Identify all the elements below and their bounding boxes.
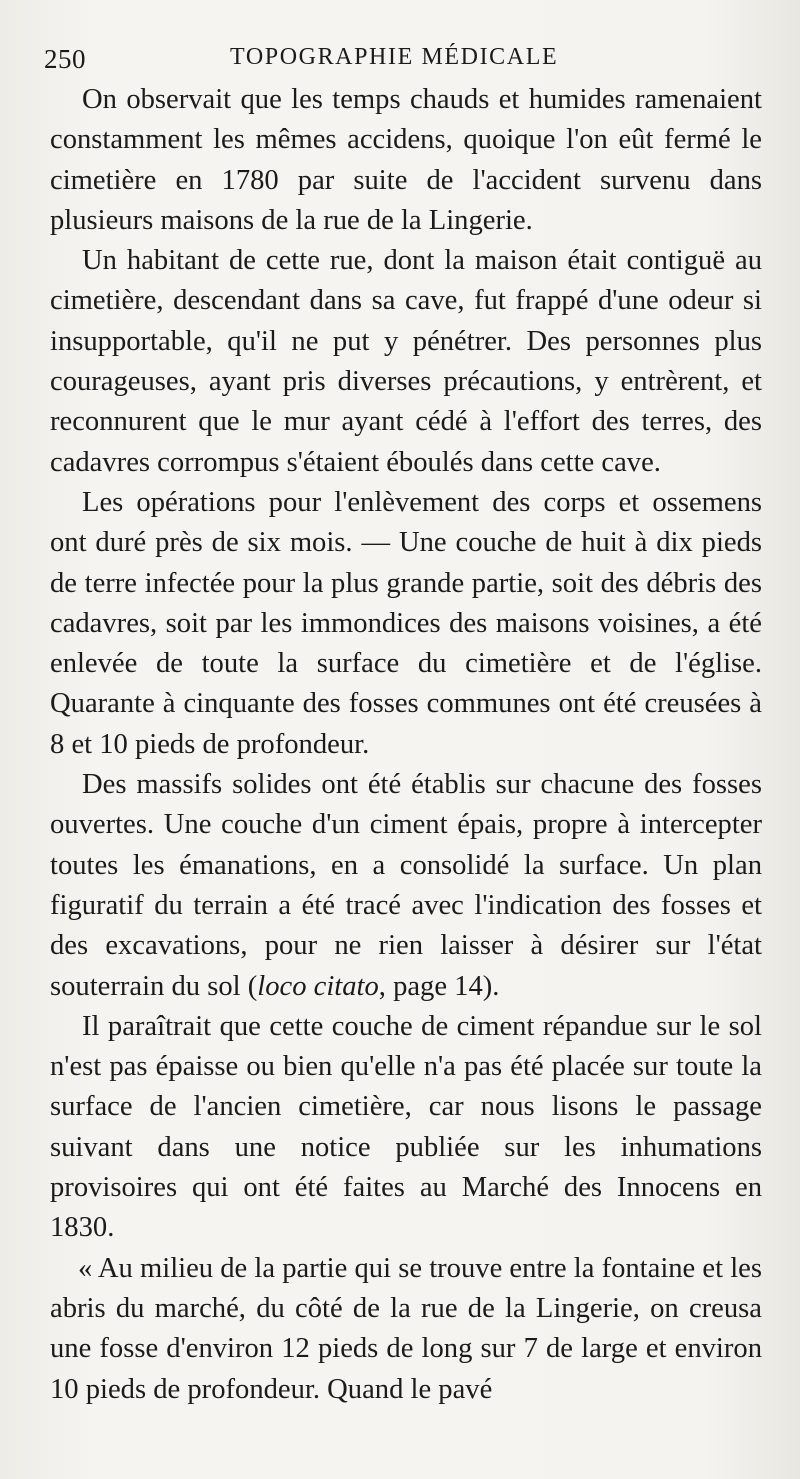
body-text [50,80,762,1410]
paragraph: Un habitant de cette rue, dont la maison était contiguë au cimetière, descendant dans sa cave, fut frappé d'une odeur si insupportable, qu'il ne put y pénétrer. Des personnes plus courageuses, ayant pris diverses précautions, y entrèrent, et reconnurent que le mur ayant cédé à l'effort des terres, des cadavres corrompus s'étaient éboulés dans cette cave. [50,245,762,478]
quoted-paragraph: « Au milieu de la partie qui se trouve entre la fontaine et les abris du marché, du côté de la rue de la Lingerie, on creusa une fosse d'environ 12 pieds de long sur 7 de large et environ 10 pieds de profondeur. Quand le pavé [50,1252,762,1405]
paragraph-text: , page 14). [378,970,500,1002]
page-number: 250 [44,44,86,74]
paragraph: On observait que les temps chauds et humides ramenaient constamment les mêmes accidens, quoique l'on eût fermé le cimetière en 1780 par suite de l'accident survenu dans plusieurs maisons de la rue de la Lingerie. [50,84,762,236]
paragraph: Il paraîtrait que cette couche de ciment répandue sur le sol n'est pas épaisse ou bien qu'elle n'a pas été placée sur toute la surface de l'ancien cimetière, car nous lisons le passage suivant dans une notice publiée sur les inhumations provisoires qui ont été faites au Marché des Innocens en 1830. [50,1010,762,1244]
citation-italic: loco citato [257,970,379,1002]
paragraph-text: Des massifs solides ont été établis sur chacune des fosses ouvertes. Une couche d'un ciment épais, propre à intercepter toutes les émanations, en a consolidé la surface. Un plan figuratif du terrain a été tracé avec l'indication des fosses et des excavations, pour ne rien laisser à désirer sur l'état souterrain du sol ( [50,769,762,1002]
paragraph: Les opérations pour l'enlèvement des corps et ossemens ont duré près de six mois. — Une couche de huit à dix pieds de terre infectée pour la plus grande partie, soit des débris des cadavres, soit par les immondices des maisons voisines, a été enlevée de toute la surface du cimetière et de l'église. Quarante à cinquante des fosses communes ont été creusées à 8 et 10 pieds de profondeur. [50,486,762,760]
page-header [44,40,760,80]
paragraph [50,765,762,1007]
running-head: TOPOGRAPHIE MÉDICALE [230,44,559,70]
